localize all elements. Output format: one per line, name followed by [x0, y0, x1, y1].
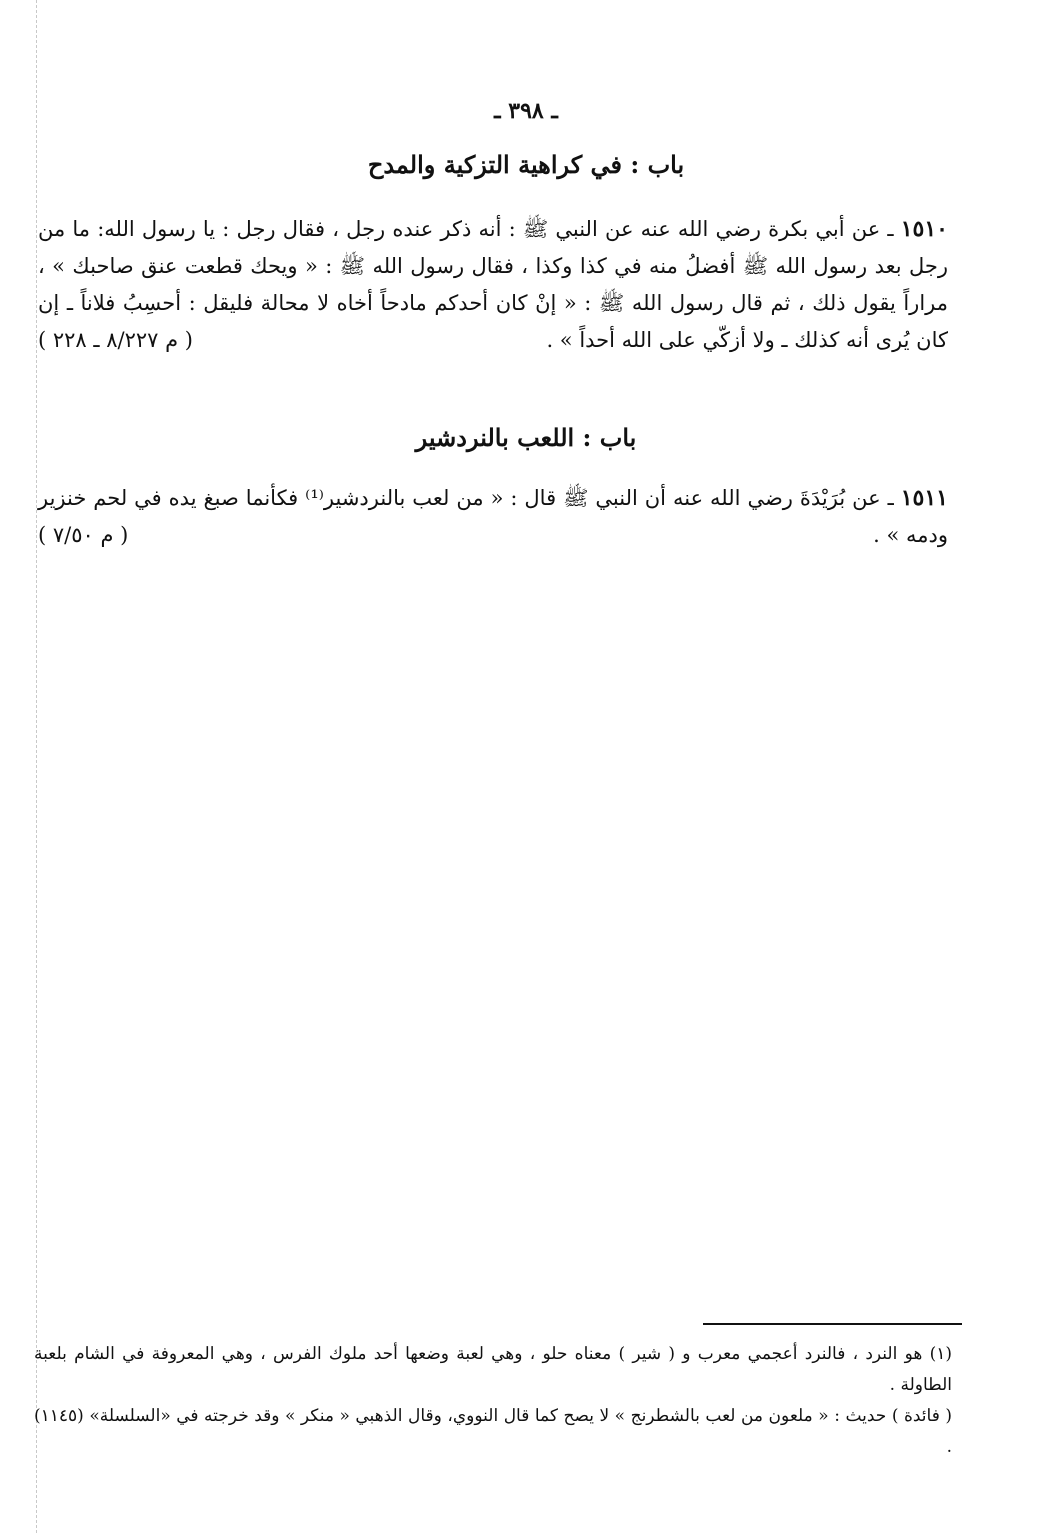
- hadith-text: ـ عن بُرَيْدَةَ رضي الله عنه أن النبي ﷺ قال : « من لعب بالنردشير⁽¹⁾ فكأنما صبغ يده في لحم خنزير ودمه » .: [38, 486, 948, 547]
- footnote-benefit: ( فائدة ) حديث : « ملعون من لعب بالشطرنج » لا يصح كما قال النووي، وقال الذهبي « منكر » وقد خرجته في «السلسلة» (١١٤٥) .: [34, 1406, 952, 1457]
- hadith-reference: ( م ٧/٥٠ ): [38, 523, 129, 547]
- hadith-number: ١٥١١: [900, 485, 948, 511]
- hadith-number: ١٥١٠: [900, 216, 948, 242]
- hadith-1511: [38, 480, 948, 554]
- hadith-1510: [38, 211, 948, 359]
- hadith-text: ـ عن أبي بكرة رضي الله عنه عن النبي ﷺ : أنه ذكر عنده رجل ، فقال رجل : يا رسول الله: ما من رجل بعد رسول الله ﷺ أفضلُ منه في كذا وكذا ، فقال رسول الله ﷺ : « ويحك قطعت عنق صاحبك » ، مراراً يقول ذلك ، ثم قال رسول الله ﷺ : « إنْ كان أحدكم مادحاً أخاه لا محالة فليقل : أحسِبُ فلاناً ـ إن كان يُرى أنه كذلك ـ ولا أزكّي على الله أحداً » .: [38, 217, 948, 352]
- footnote-separator: [703, 1323, 962, 1325]
- footnotes: [34, 1339, 952, 1463]
- chapter-heading-nardashir: باب : اللعب بالنردشير: [415, 423, 637, 452]
- chapter-heading-praise: باب : في كراهية التزكية والمدح: [367, 150, 685, 179]
- footnote-1: (١) هو النرد ، فالنرد أعجمي معرب و ( شير ) معناه حلو ، وهي لعبة وضعها أحد ملوك الفرس ، وهي المعروفة في الشام بلعبة الطاولة .: [34, 1344, 952, 1395]
- page-number: ـ ٣٩٨ ـ: [494, 98, 558, 124]
- hadith-reference: ( م ٨/٢٢٧ ـ ٢٢٨ ): [38, 328, 193, 352]
- page-edge-line: [36, 0, 37, 1533]
